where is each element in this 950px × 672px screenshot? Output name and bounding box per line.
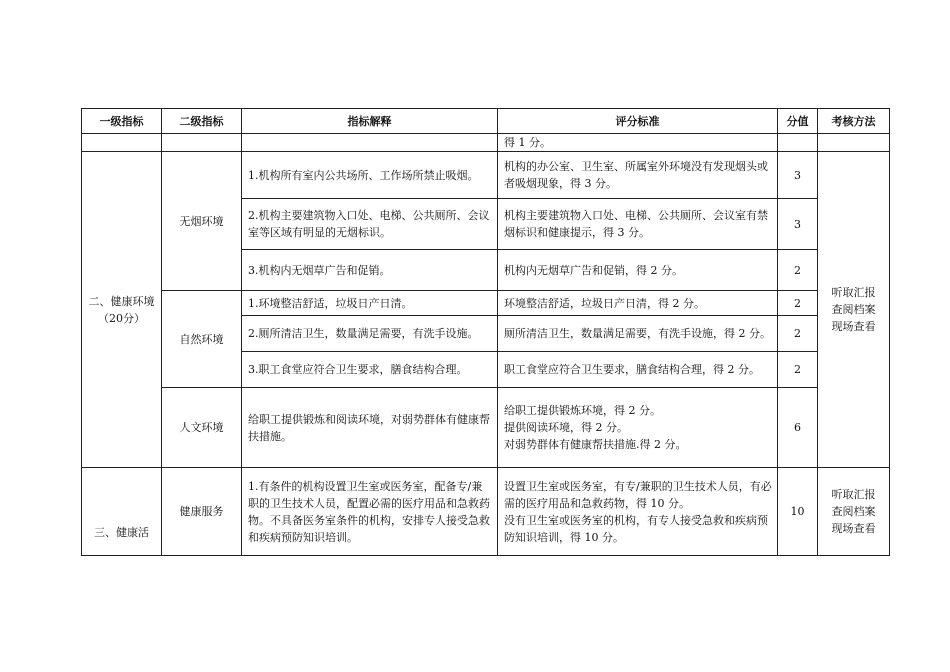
level2-health-service: 健康服务	[162, 468, 242, 556]
standard-line: 设置卫生室或医务室，有专/兼职的卫生技术人员，有必需的医疗用品和急救药物，得 10 分。	[504, 479, 772, 510]
standard-cell	[498, 388, 778, 468]
method-cell	[818, 468, 890, 556]
standard-cell: 环境整洁舒适，垃圾日产日清，得 2 分。	[498, 291, 778, 316]
header-method: 考核方法	[818, 109, 890, 134]
score-cell: 6	[778, 388, 818, 468]
header-standard: 评分标准	[498, 109, 778, 134]
table-row	[82, 388, 890, 468]
method-item: 查阅档案	[831, 505, 876, 518]
standard-cell: 机构主要建筑物入口处、电梯、公共厕所、会议室有禁烟标识和健康提示，得 3 分。	[498, 199, 778, 250]
method-item: 听取汇报	[831, 286, 876, 299]
standard-cell: 机构内无烟草广告和促销，得 2 分。	[498, 250, 778, 291]
standard-cell: 厕所清洁卫生，数量满足需要，有洗手设施，得 2 分。	[498, 316, 778, 352]
table-row	[82, 291, 890, 316]
explain-cell: 1.环境整洁舒适，垃圾日产日清。	[242, 291, 498, 316]
standard-line: 对弱势群体有健康帮扶措施.得 2 分。	[504, 438, 687, 451]
score-cell: 10	[778, 468, 818, 556]
standard-cell: 职工食堂应符合卫生要求，膳食结构合理，得 2 分。	[498, 352, 778, 388]
score-cell: 3	[778, 152, 818, 199]
explain-cell: 1.有条件的机构设置卫生室或医务室，配备专/兼职的卫生技术人员，配置必需的医疗用品和急救药物。不具备医务室条件的机构，安排专人接受急救和疾病预防知识培训。	[242, 468, 498, 556]
explain-cell: 2.厕所清洁卫生，数量满足需要，有洗手设施。	[242, 316, 498, 352]
level1-health-environment: 二、健康环境（20分）	[82, 152, 162, 468]
header-explain: 指标解释	[242, 109, 498, 134]
table-row	[82, 468, 890, 556]
method-item: 听取汇报	[831, 488, 876, 501]
method-item: 查阅档案	[831, 303, 876, 316]
header-level2: 二级指标	[162, 109, 242, 134]
explain-cell: 2.机构主要建筑物入口处、电梯、公共厕所、会议室等区域有明显的无烟标识。	[242, 199, 498, 250]
level2-cultural-environment: 人文环境	[162, 388, 242, 468]
standard-line: 给职工提供锻炼环境，得 2 分。	[504, 404, 661, 417]
explain-cell: 3.机构内无烟草广告和促销。	[242, 250, 498, 291]
score-cell: 2	[778, 291, 818, 316]
explain-cell: 1.机构所有室内公共场所、工作场所禁止吸烟。	[242, 152, 498, 199]
method-item: 现场查看	[831, 320, 876, 333]
evaluation-table	[81, 108, 890, 556]
level2-natural-environment: 自然环境	[162, 291, 242, 388]
continuation-standard: 得 1 分。	[498, 134, 778, 152]
score-cell: 2	[778, 316, 818, 352]
level2-smoke-free: 无烟环境	[162, 152, 242, 291]
standard-cell: 机构的办公室、卫生室、所属室外环境没有发现烟头或者吸烟现象，得 3 分。	[498, 152, 778, 199]
standard-cell	[498, 468, 778, 556]
header-row	[82, 109, 890, 134]
header-score: 分值	[778, 109, 818, 134]
score-cell: 2	[778, 352, 818, 388]
table-row	[82, 152, 890, 199]
score-cell: 3	[778, 199, 818, 250]
header-level1: 一级指标	[82, 109, 162, 134]
explain-cell: 给职工提供锻炼和阅读环境，对弱势群体有健康帮扶措施。	[242, 388, 498, 468]
method-cell	[818, 152, 890, 468]
level1-health-activities: 三、健康活	[82, 468, 162, 556]
method-item: 现场查看	[831, 522, 876, 535]
standard-line: 提供阅读环境，得 2 分。	[504, 421, 628, 434]
continuation-row	[82, 134, 890, 152]
explain-cell: 3.职工食堂应符合卫生要求，膳食结构合理。	[242, 352, 498, 388]
score-cell: 2	[778, 250, 818, 291]
standard-line: 没有卫生室或医务室的机构，有专人接受急救和疾病预防知识培训，得 10 分。	[504, 513, 768, 544]
